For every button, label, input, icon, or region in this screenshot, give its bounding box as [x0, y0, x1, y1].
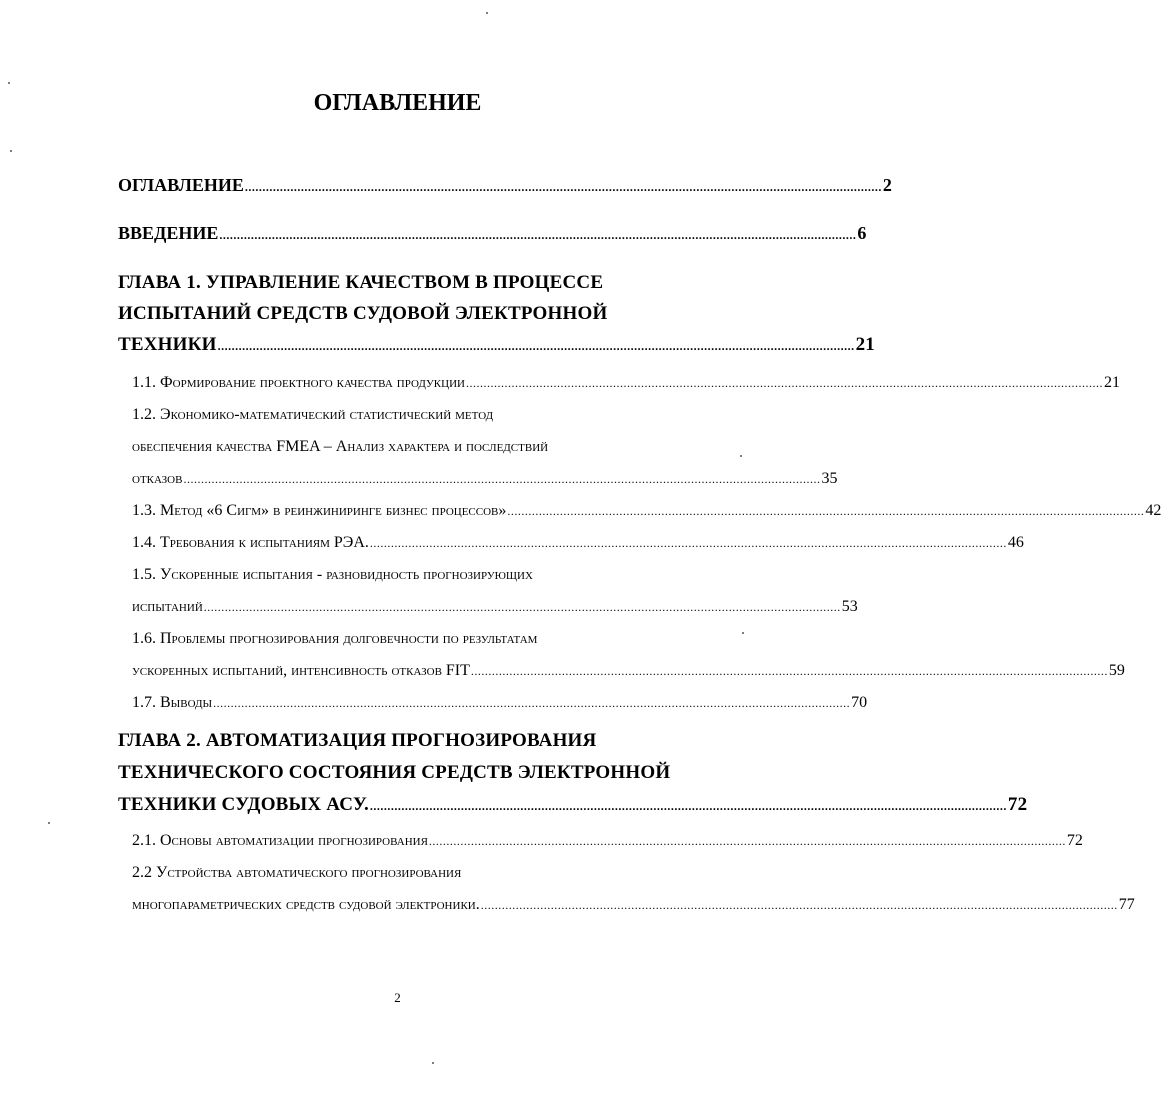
page-number: 2	[394, 990, 401, 1005]
dot-leader: ......................................................................................................................................................................................	[369, 799, 1007, 813]
dot-leader: ......................................................................................................................................................................................	[244, 180, 882, 194]
toc-entry-title: 1.3. Метод «6 Сигм» в реинжиниринге бизнес процессов»	[132, 502, 507, 519]
toc-entry-contents[interactable]	[118, 175, 892, 196]
toc-page-number: 72	[1007, 794, 1028, 815]
toc-page-number: 46	[1007, 534, 1024, 551]
dot-leader: ......................................................................................................................................................................................	[213, 696, 851, 710]
toc-section-1-7[interactable]	[132, 694, 868, 712]
dot-leader: ......................................................................................................................................................................................	[465, 376, 1103, 390]
toc-chapter-1-line-1[interactable]: ГЛАВА 1. УПРАВЛЕНИЕ КАЧЕСТВОМ В ПРОЦЕССЕ	[118, 272, 604, 293]
toc-section-1-4[interactable]	[132, 534, 1024, 552]
toc-entry-title: испытаний	[132, 598, 203, 615]
toc-section-1-2-line-3[interactable]	[132, 470, 838, 488]
scan-speck	[486, 12, 488, 14]
toc-section-1-2-line-1[interactable]: 1.2. Экономико-математический статистический метод	[132, 406, 494, 423]
toc-page-number: 72	[1066, 832, 1083, 849]
toc-page-number: 21	[1103, 374, 1120, 391]
scan-speck	[432, 1062, 434, 1064]
toc-chapter-2-line-1[interactable]: ГЛАВА 2. АВТОМАТИЗАЦИЯ ПРОГНОЗИРОВАНИЯ	[118, 730, 597, 751]
toc-entry-title: 1.4. Требования к испытаниям РЭА.	[132, 534, 369, 551]
scan-speck	[740, 455, 742, 457]
toc-section-2-1[interactable]	[132, 832, 1083, 850]
dot-leader: ......................................................................................................................................................................................	[480, 898, 1118, 912]
scan-speck	[10, 150, 12, 152]
toc-entry-title: 1.7. Выводы	[132, 694, 213, 711]
toc-chapter-1-line-3[interactable]	[118, 334, 875, 356]
toc-entry-title: 2.1. Основы автоматизации прогнозирования	[132, 832, 428, 849]
toc-section-1-3[interactable]	[132, 502, 1161, 520]
toc-entry-title: ОГЛАВЛЕНИЕ	[118, 175, 244, 195]
dot-leader: ......................................................................................................................................................................................	[217, 339, 855, 353]
dot-leader: ......................................................................................................................................................................................	[219, 228, 857, 242]
toc-page-number: 21	[855, 334, 875, 355]
toc-page-number: 59	[1108, 662, 1125, 679]
toc-section-1-2-line-2[interactable]: обеспечения качества FMEA – Анализ характера и последствий	[132, 438, 549, 455]
toc-entry-title: многопараметрических средств судовой электроники.	[132, 896, 480, 913]
toc-section-1-5-line-1[interactable]: 1.5. Ускоренные испытания - разновидность прогнозирующих	[132, 566, 533, 583]
toc-section-2-2-line-2[interactable]	[132, 896, 1135, 914]
dot-leader: ......................................................................................................................................................................................	[203, 600, 841, 614]
toc-entry-title: ВВЕДЕНИЕ	[118, 223, 219, 243]
toc-entry-title: отказов	[132, 470, 183, 487]
toc-entry-title: 1.1. Формирование проектного качества продукции	[132, 374, 465, 391]
toc-section-1-1[interactable]	[132, 374, 1120, 392]
toc-entry-title: ТЕХНИКИ	[118, 334, 217, 355]
toc-chapter-2-line-3[interactable]	[118, 794, 1028, 816]
page-title: ОГЛАВЛЕНИЕ	[313, 90, 482, 116]
dot-leader: ......................................................................................................................................................................................	[428, 834, 1066, 848]
toc-entry-title: ТЕХНИКИ СУДОВЫХ АСУ.	[118, 794, 369, 815]
toc-section-1-6-line-2[interactable]	[132, 662, 1125, 680]
scan-speck	[8, 82, 10, 84]
dot-leader: ......................................................................................................................................................................................	[507, 504, 1145, 518]
toc-page-number: 42	[1145, 502, 1161, 519]
toc-chapter-2-line-2[interactable]: ТЕХНИЧЕСКОГО СОСТОЯНИЯ СРЕДСТВ ЭЛЕКТРОННОЙ	[118, 762, 671, 783]
toc-section-1-6-line-1[interactable]: 1.6. Проблемы прогнозирования долговечности по результатам	[132, 630, 538, 647]
scan-speck	[48, 822, 50, 824]
toc-page-number: 53	[841, 598, 858, 615]
toc-section-2-2-line-1[interactable]: 2.2 Устройства автоматического прогнозирования	[132, 864, 462, 881]
scan-speck	[742, 632, 744, 634]
toc-entry-title: ускоренных испытаний, интенсивность отказов FIT	[132, 662, 470, 679]
toc-section-1-5-line-2[interactable]	[132, 598, 858, 616]
toc-entry-introduction[interactable]	[118, 223, 867, 244]
dot-leader: ......................................................................................................................................................................................	[470, 664, 1108, 678]
toc-page-number: 35	[821, 470, 838, 487]
toc-page-number: 77	[1118, 896, 1135, 913]
toc-page-number: 2	[882, 175, 892, 195]
dot-leader: ......................................................................................................................................................................................	[183, 472, 821, 486]
toc-page-number: 6	[857, 223, 867, 243]
toc-chapter-1-line-2[interactable]: ИСПЫТАНИЙ СРЕДСТВ СУДОВОЙ ЭЛЕКТРОННОЙ	[118, 303, 608, 324]
toc-page-number: 70	[851, 694, 868, 711]
dot-leader: ......................................................................................................................................................................................	[369, 536, 1007, 550]
